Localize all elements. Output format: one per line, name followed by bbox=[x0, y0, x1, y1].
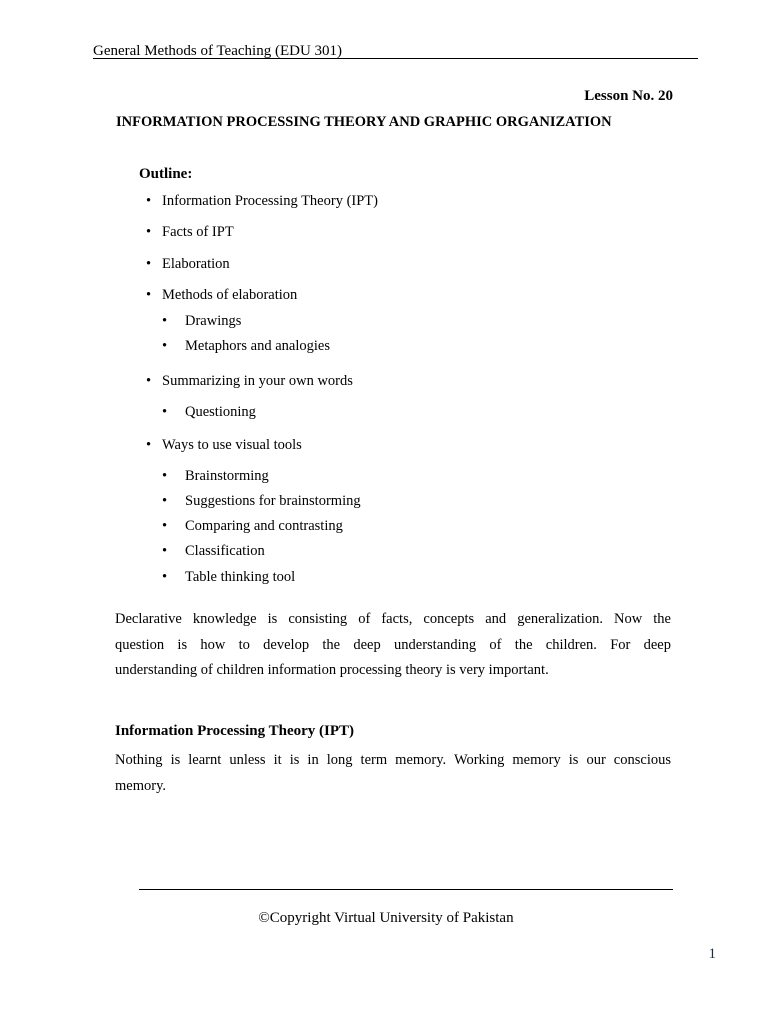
header-divider bbox=[93, 58, 698, 59]
bullet-icon: • bbox=[146, 224, 152, 240]
paragraph-line: understanding of children information processing theory is very important. bbox=[115, 662, 549, 678]
bullet-icon: • bbox=[162, 543, 168, 559]
paragraph-line: memory. bbox=[115, 777, 167, 794]
bullet-icon: • bbox=[162, 313, 168, 329]
bullet-icon: • bbox=[146, 193, 152, 209]
outline-subitem-label: Questioning bbox=[185, 404, 256, 420]
outline-subitem-label: Drawings bbox=[185, 313, 242, 329]
section-paragraph bbox=[115, 748, 671, 799]
paragraph-line: Declarative knowledge is consisting of facts, concepts and generalization. Now the bbox=[115, 611, 671, 627]
bullet-icon: • bbox=[146, 287, 152, 303]
outline-item-label: Ways to use visual tools bbox=[162, 437, 302, 453]
outline-item-label: Elaboration bbox=[162, 256, 230, 272]
outline-item-label: Summarizing in your own words bbox=[162, 373, 353, 389]
outline-item-label: Methods of elaboration bbox=[162, 287, 298, 303]
bullet-icon: • bbox=[162, 493, 168, 509]
outline-subitem-label: Comparing and contrasting bbox=[185, 518, 343, 534]
intro-paragraph bbox=[115, 607, 671, 684]
course-header: General Methods of Teaching (EDU 301) bbox=[93, 43, 343, 59]
outline-subitem-label: Metaphors and analogies bbox=[185, 338, 330, 354]
bullet-icon: • bbox=[162, 338, 168, 354]
bullet-icon: • bbox=[162, 468, 168, 484]
outline-item-label: Facts of IPT bbox=[162, 224, 234, 240]
bullet-icon: • bbox=[162, 404, 168, 420]
bullet-icon: • bbox=[162, 518, 168, 534]
paragraph-line: Nothing is learnt unless it is in long term memory. Working memory is our conscious bbox=[115, 752, 671, 768]
footer-divider bbox=[139, 889, 673, 890]
page-number: 1 bbox=[708, 946, 716, 962]
outline-heading: Outline: bbox=[139, 166, 193, 182]
bullet-icon: • bbox=[146, 373, 152, 389]
outline-subitem-label: Table thinking tool bbox=[185, 569, 296, 585]
bullet-icon: • bbox=[146, 437, 152, 453]
outline-subitem-label: Classification bbox=[185, 543, 265, 559]
outline-subitem-label: Brainstorming bbox=[185, 468, 269, 484]
paragraph-line: question is how to develop the deep understanding of the children. For deep bbox=[115, 636, 671, 653]
bullet-icon: • bbox=[146, 256, 152, 272]
outline-subitem-label: Suggestions for brainstorming bbox=[185, 493, 361, 509]
lesson-title: INFORMATION PROCESSING THEORY AND GRAPHIC ORGANIZATION bbox=[116, 114, 612, 130]
copyright-notice: ©Copyright Virtual University of Pakistan bbox=[258, 910, 514, 926]
section-heading: Information Processing Theory (IPT) bbox=[115, 723, 355, 739]
outline-item-label: Information Processing Theory (IPT) bbox=[162, 193, 378, 209]
lesson-number: Lesson No. 20 bbox=[584, 88, 673, 104]
bullet-icon: • bbox=[162, 569, 168, 585]
